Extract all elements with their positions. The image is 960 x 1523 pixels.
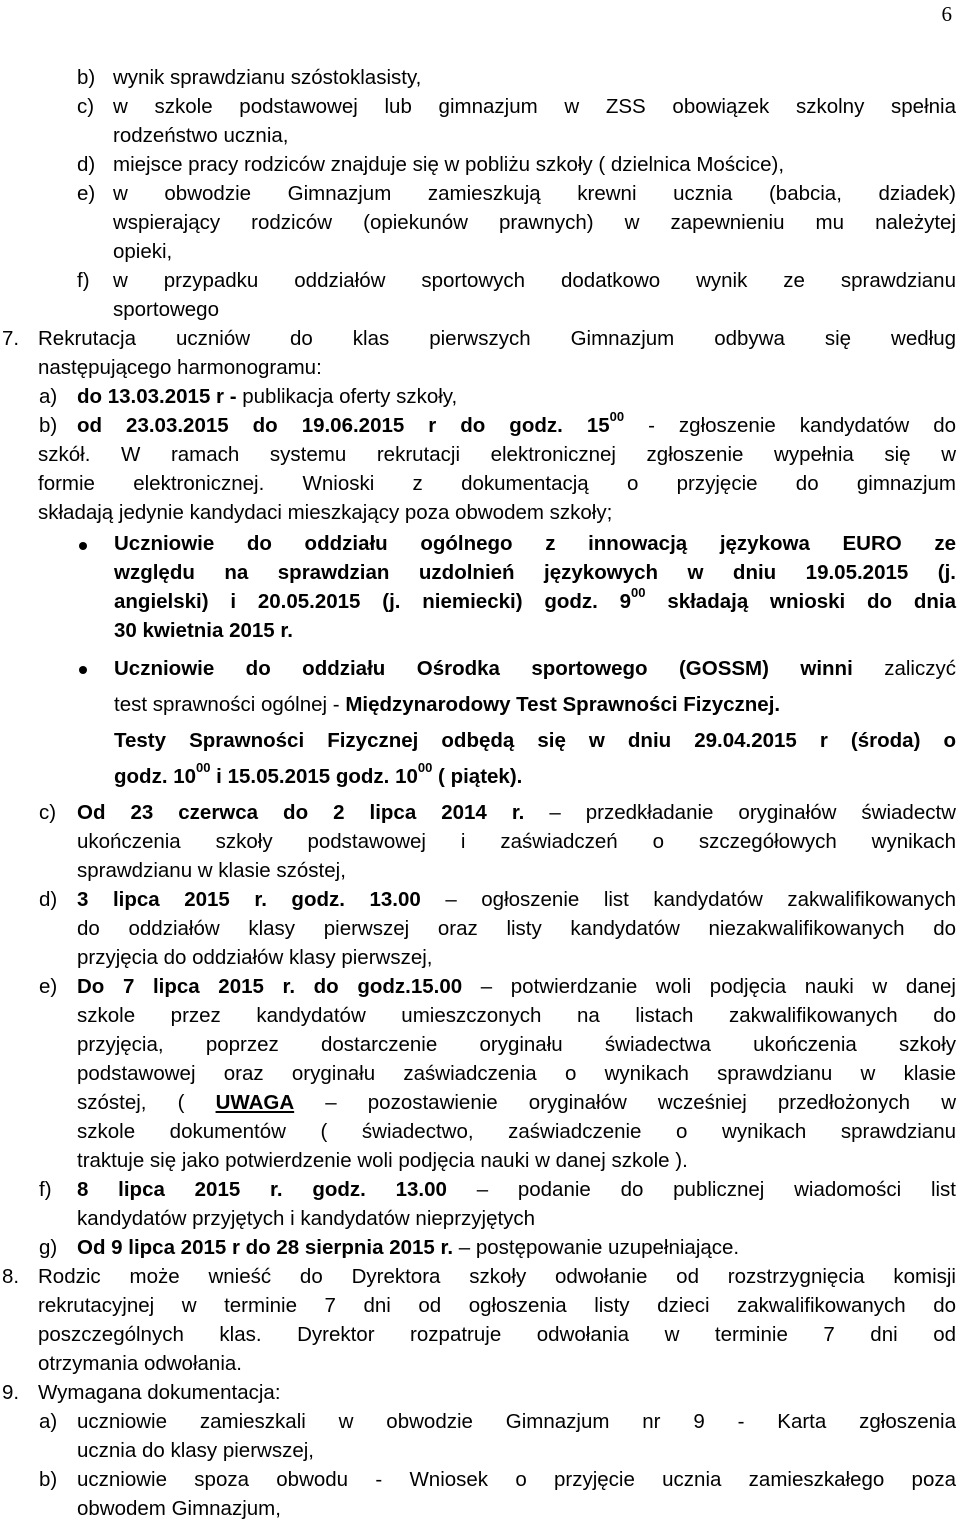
list-item-7d-cont	[77, 914, 956, 943]
section-text: Rodzic może wnieść do Dyrektora szkoły odwołanie od rozstrzygnięcia komisji	[38, 1265, 956, 1288]
bullet-text: Międzynarodowy Test Sprawności Fizycznej.	[345, 693, 781, 716]
list-item-f	[77, 266, 956, 295]
list-item-7g	[39, 1233, 956, 1262]
bullet-text: i 15.05.2015 godz. 10	[210, 765, 418, 788]
section-text: Rekrutacja uczniów do klas pierwszych Gimnazjum odbywa się według	[38, 327, 956, 350]
item-date: 3 lipca 2015 r. godz. 13.00	[77, 888, 421, 911]
section-8-cont	[38, 1320, 956, 1349]
list-item-7b-cont	[38, 469, 956, 498]
item-label: f)	[39, 1178, 52, 1201]
bullet-item-sport-cont	[114, 723, 956, 759]
list-item-9b	[39, 1465, 956, 1494]
item-text: szóstej, (	[77, 1091, 216, 1114]
section-text: Wymagana dokumentacja:	[38, 1381, 281, 1404]
item-label: a)	[39, 1410, 58, 1433]
bullet-text: Testy Sprawności Fizycznej odbędą się w dniu 29.04.2015 r (środa) o	[114, 729, 956, 752]
list-item-b	[77, 63, 956, 92]
item-text: publikacja oferty szkoły,	[236, 385, 458, 408]
section-7-heading	[2, 324, 956, 353]
item-text: sprawdzianu w klasie szóstej,	[77, 859, 346, 882]
item-label: b)	[39, 1468, 58, 1491]
bullet-superscript: 00	[196, 760, 211, 776]
list-item-7e	[39, 972, 956, 1001]
list-item-e-cont	[113, 237, 956, 266]
list-item-7c	[39, 798, 956, 827]
item-text: - zgłoszenie kandydatów do	[624, 414, 956, 437]
item-text: w szkole podstawowej lub gimnazjum w ZSS obowiązek szkolny spełnia	[113, 95, 956, 118]
list-item-7c-cont	[77, 827, 956, 856]
list-item-7e-cont	[77, 1030, 956, 1059]
bullet-text: test sprawności ogólnej -	[114, 693, 346, 716]
document-body	[0, 63, 960, 1523]
list-item-c	[77, 92, 956, 121]
item-text: przyjęcia, poprzez dostarczenie oryginału świadectwa ukończenia szkoły	[77, 1033, 956, 1056]
item-text: opieki,	[113, 240, 173, 263]
bullet-item-euro	[114, 529, 956, 558]
item-label: c)	[39, 801, 57, 824]
list-item-7a	[39, 382, 956, 411]
item-text: w przypadku oddziałów sportowych dodatkowo wynik ze sprawdzianu	[113, 269, 956, 292]
item-date: do 13.03.2015 r -	[77, 385, 237, 408]
section-number: 7.	[2, 327, 20, 350]
bullet-text: zaliczyć	[852, 657, 956, 680]
item-text: formie elektronicznej. Wnioski z dokumentacją o przyjęcie do gimnazjum	[38, 472, 956, 495]
section-text: następującego harmonogramu:	[38, 356, 322, 379]
item-text: podstawowej oraz oryginału zaświadczenia o wynikach sprawdzianu w klasie	[77, 1062, 956, 1085]
item-text: szkół. W ramach systemu rekrutacji elektronicznej zgłoszenie wypełnia się w	[38, 443, 956, 466]
bullet-superscript: 00	[631, 585, 646, 601]
list-item-7d	[39, 885, 956, 914]
list-item-7b-cont	[38, 498, 956, 527]
bullet-icon	[79, 542, 87, 550]
item-text: przyjęcia do oddziałów klasy pierwszej,	[77, 946, 433, 969]
bullet-text: 30 kwietnia 2015 r.	[114, 619, 293, 642]
section-8-cont	[38, 1291, 956, 1320]
section-text: otrzymania odwołania.	[38, 1352, 242, 1375]
item-text: do oddziałów klasy pierwszej oraz listy kandydatów niezakwalifikowanych do	[77, 917, 956, 940]
bullet-item-sport-cont	[114, 687, 956, 723]
list-item-7e-cont	[77, 1117, 956, 1146]
item-text: szkole dokumentów ( świadectwo, zaświadczenie o wynikach sprawdzianu	[77, 1120, 956, 1143]
item-text: ucznia do klasy pierwszej,	[77, 1439, 314, 1462]
item-text: kandydatów przyjętych i kandydatów nieprzyjętych	[77, 1207, 536, 1230]
section-7-heading-cont	[38, 353, 956, 382]
item-text: – przedkładanie oryginałów świadectw	[524, 801, 956, 824]
item-label: f)	[77, 269, 90, 292]
item-text: – podanie do publicznej wiadomości list	[446, 1178, 957, 1201]
page-number: 6	[941, 2, 952, 26]
item-superscript: 00	[609, 409, 625, 425]
bullet-text: Uczniowie do oddziału Ośrodka sportowego (GOSSM) winni	[114, 657, 853, 680]
section-number: 9.	[2, 1381, 20, 1404]
section-text: rekrutacyjnej w terminie 7 dni od ogłoszenia listy dzieci zakwalifikowanych do	[38, 1294, 956, 1317]
bullet-text: godz. 10	[114, 765, 197, 788]
item-label: e)	[77, 182, 96, 205]
item-text: obwodem Gimnazjum,	[77, 1497, 281, 1520]
bullet-item-euro-cont	[114, 616, 956, 645]
item-text: sportowego	[113, 298, 219, 321]
list-item-7c-cont	[77, 856, 956, 885]
item-date: od 23.03.2015 do 19.06.2015 r do godz. 15	[77, 414, 610, 437]
item-text: – ogłoszenie list kandydatów zakwalifikowanych	[420, 888, 956, 911]
item-text: rodzeństwo ucznia,	[113, 124, 289, 147]
bullet-item-euro-cont	[114, 587, 956, 616]
item-label: b)	[77, 66, 96, 89]
item-label: a)	[39, 385, 58, 408]
list-item-9a-cont	[77, 1436, 956, 1465]
list-item-7b	[39, 409, 956, 440]
item-label: b)	[39, 414, 58, 437]
item-text: wspierający rodziców (opiekunów prawnych) w zapewnieniu mu należytej	[113, 211, 956, 234]
list-item-7e-cont	[77, 1088, 956, 1117]
list-item-e	[77, 179, 956, 208]
bullet-item-sport-cont	[114, 759, 956, 795]
section-8	[2, 1262, 956, 1291]
bullet-icon	[79, 666, 87, 674]
item-text: ukończenia szkoły podstawowej i zaświadczeń o szczegółowych wynikach	[77, 830, 956, 853]
section-9	[2, 1378, 956, 1407]
item-text: uczniowie zamieszkali w obwodzie Gimnazjum nr 9 - Karta zgłoszenia	[77, 1410, 956, 1433]
section-number: 8.	[2, 1265, 20, 1288]
item-label: c)	[77, 95, 95, 118]
list-item-7b-cont	[38, 440, 956, 469]
item-text: miejsce pracy rodziców znajduje się w pobliżu szkoły ( dzielnica Mościce),	[113, 153, 785, 176]
item-label: e)	[39, 975, 58, 998]
list-item-7e-cont	[77, 1146, 956, 1175]
list-item-c-cont	[113, 121, 956, 150]
item-text: – potwierdzanie woli podjęcia nauki w danej	[462, 975, 956, 998]
item-text: wynik sprawdzianu szóstoklasisty,	[113, 66, 422, 89]
section-text: poszczególnych klas. Dyrektor rozpatruje odwołania w terminie 7 dni od	[38, 1323, 956, 1346]
bullet-item-euro-cont	[114, 558, 956, 587]
item-text: uczniowie spoza obwodu - Wniosek o przyjęcie ucznia zamieszkałego poza	[77, 1468, 956, 1491]
warning-label: UWAGA	[215, 1091, 295, 1114]
item-text: składają jedynie kandydaci mieszkający poza obwodem szkoły;	[38, 501, 613, 524]
item-label: g)	[39, 1236, 58, 1259]
list-item-e-cont	[113, 208, 956, 237]
bullet-superscript: 00	[417, 760, 433, 776]
section-8-cont	[38, 1349, 956, 1378]
item-text: w obwodzie Gimnazjum zamieszkują krewni ucznia (babcia, dziadek)	[113, 182, 956, 205]
bullet-text: angielski) i 20.05.2015 (j. niemiecki) godz. 9	[114, 590, 632, 613]
item-text: – postępowanie uzupełniające.	[453, 1236, 740, 1259]
item-label: d)	[77, 153, 96, 176]
list-item-7d-cont	[77, 943, 956, 972]
list-item-9b-cont	[77, 1494, 956, 1523]
list-item-f-cont	[113, 295, 956, 324]
list-item-7f	[39, 1175, 957, 1204]
list-item-7e-cont	[77, 1001, 956, 1030]
list-item-9a	[39, 1407, 956, 1436]
list-item-d	[77, 150, 956, 179]
bullet-item-sport	[114, 651, 956, 687]
list-item-7e-cont	[77, 1059, 956, 1088]
item-text: szkole przez kandydatów umieszczonych na listach zakwalifikowanych do	[77, 1004, 956, 1027]
item-date: Od 9 lipca 2015 r do 28 sierpnia 2015 r.	[77, 1236, 454, 1259]
item-date: 8 lipca 2015 r. godz. 13.00	[77, 1178, 447, 1201]
item-date: Od 23 czerwca do 2 lipca 2014 r.	[77, 801, 525, 824]
bullet-text: składają wnioski do dnia	[645, 590, 956, 613]
bullet-text: ( piątek).	[432, 765, 523, 788]
item-date: Do 7 lipca 2015 r. do godz.15.00	[77, 975, 463, 998]
bullet-text: Uczniowie do oddziału ogólnego z innowacją językowa EURO ze	[114, 532, 956, 555]
list-item-7f-cont	[77, 1204, 956, 1233]
item-text: – pozostawienie oryginałów wcześniej przedłożonych w	[294, 1091, 956, 1114]
bullet-text: względu na sprawdzian uzdolnień językowych w dniu 19.05.2015 (j.	[114, 561, 956, 584]
item-text: traktuje się jako potwierdzenie woli podjęcia nauki w danej szkole ).	[77, 1149, 688, 1172]
item-label: d)	[39, 888, 58, 911]
